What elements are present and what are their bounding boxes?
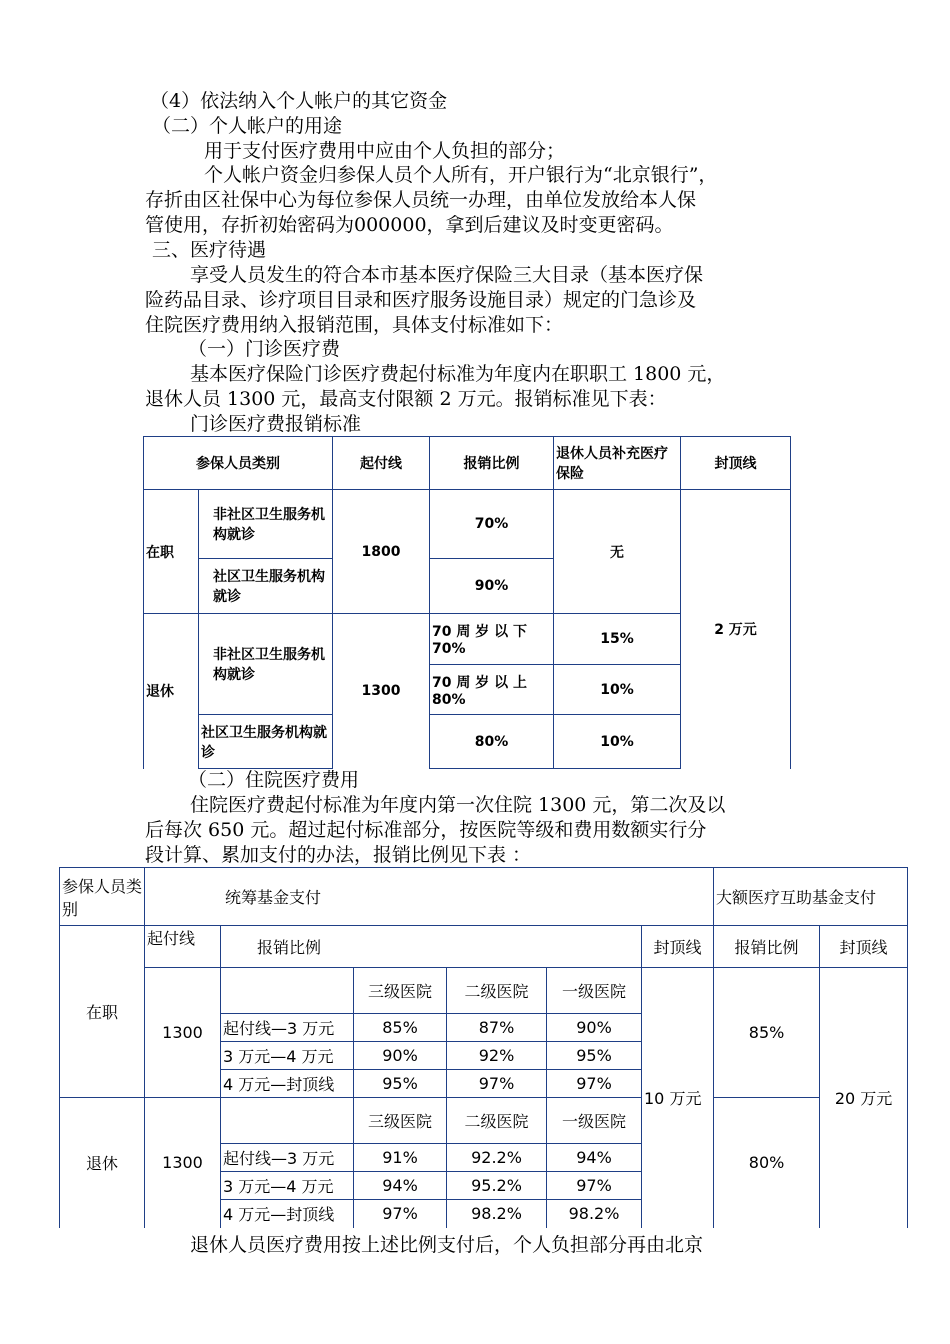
t1-emp-supplement: 无 [554,490,681,614]
para-personal-funds: （4）依法纳入个人帐户的其它资金 [150,90,448,112]
t2-header-major-cap: 封顶线 [820,926,908,968]
t2-emp-value: 95% [547,1042,642,1070]
t1-emp-non-community: 非社区卫生服务机构就诊 [199,490,333,559]
t2-ret-value: 98.2% [447,1200,547,1228]
para-account-c: 管使用，存折初始密码为000000，拿到后建议及时变更密码。 [145,214,674,236]
t2-ret-value: 94% [547,1144,642,1172]
t2-ret-value: 92.2% [447,1144,547,1172]
t1-ret-non-community: 非社区卫生服务机构就诊 [199,614,333,715]
para-retiree-note: 退休人员医疗费用按上述比例支付后，个人负担部分再由北京 [190,1234,704,1256]
t1-ret-supp-over70: 10% [554,665,681,715]
heading-outpatient: （一）门诊医疗费 [188,338,341,360]
t2-emp-value: 90% [354,1042,447,1070]
t2-emp-major-rate: 85% [714,968,820,1098]
para-usage: 用于支付医疗费用中应由个人负担的部分； [204,140,566,162]
t1-cap: 2 万元 [681,490,791,769]
heading-medical-treatment: 三、医疗待遇 [152,239,267,261]
t1-ret-supp-under70: 15% [554,614,681,665]
t2-employed-label: 在职 [60,926,145,1098]
t2-ret-major-rate: 80% [714,1098,820,1228]
t2-emp-value: 95% [354,1070,447,1098]
t1-emp-rate-com: 90% [430,559,554,614]
t1-header-type: 参保人员类别 [144,437,333,490]
t2-ret-range: 起付线—3 万元 [221,1144,354,1172]
outpatient-reimbursement-table [143,436,791,769]
t2-pool-cap: 10 万元 [642,968,714,1228]
t2-emp-value: 97% [447,1070,547,1098]
t2-emp-range: 起付线—3 万元 [221,1014,354,1042]
para-scope-a: 享受人员发生的符合本市基本医疗保险三大目录（基本医疗保 [190,264,704,286]
t2-ret-value: 94% [354,1172,447,1200]
t1-employed-label: 在职 [144,490,199,614]
t2-ret-threshold: 1300 [145,1098,221,1228]
t2-ret-value: 91% [354,1144,447,1172]
t2-emp-value: 85% [354,1014,447,1042]
t1-header-rate: 报销比例 [430,437,554,490]
t2-header-major-rate: 报销比例 [714,926,820,968]
t2-emp-level-1: 一级医院 [547,968,642,1014]
t2-ret-level-3: 三级医院 [354,1098,447,1144]
t1-ret-threshold: 1300 [333,614,430,769]
t2-emp-value: 87% [447,1014,547,1042]
t1-ret-rate-over70: 70 周 岁 以 上 80% [430,665,554,715]
t2-emp-range: 3 万元—4 万元 [221,1042,354,1070]
heading-account-usage: （二）个人帐户的用途 [152,115,343,137]
t2-header-rate: 报销比例 [221,926,642,968]
t1-header-threshold: 起付线 [333,437,430,490]
t2-ret-value: 97% [547,1172,642,1200]
t1-ret-rate-under70: 70 周 岁 以 下 70% [430,614,554,665]
para-outpatient-b: 退休人员 1300 元，最高支付限额 2 万元。报销标准见下表： [145,388,667,410]
para-scope-b: 险药品目录、诊疗项目目录和医疗服务设施目录）规定的门急诊及 [145,289,697,311]
para-inpatient-a: 住院医疗费起付标准为年度内第一次住院 1300 元，第二次及以 [190,794,726,816]
t1-ret-rate-com: 80% [430,715,554,769]
t2-ret-range: 4 万元—封顶线 [221,1200,354,1228]
para-account-b: 存折由区社保中心为每位参保人员统一办理，由单位发放给本人保 [145,189,697,211]
t2-ret-range: 3 万元—4 万元 [221,1172,354,1200]
t1-header-cap: 封顶线 [681,437,791,490]
inpatient-reimbursement-table [59,867,908,1228]
para-scope-c: 住院医疗费用纳入报销范围，具体支付标准如下： [145,314,564,336]
t2-header-threshold: 起付线 [145,926,221,968]
t2-ret-level-1: 一级医院 [547,1098,642,1144]
t2-emp-value: 92% [447,1042,547,1070]
t2-emp-threshold: 1300 [145,968,221,1098]
para-inpatient-b: 后每次 650 元。超过起付标准部分，按医院等级和费用数额实行分 [145,819,707,841]
t2-emp-value: 97% [547,1070,642,1098]
t1-ret-community: 社区卫生服务机构就诊 [199,715,333,769]
t2-emp-range: 4 万元—封顶线 [221,1070,354,1098]
t1-header-supplement: 退休人员补充医疗保险 [554,437,681,490]
t2-emp-blank [221,968,354,1014]
heading-inpatient: （二）住院医疗费用 [188,769,360,791]
para-account-a: 个人帐户资金归参保人员个人所有，开户银行为“北京银行”， [204,164,718,186]
t1-emp-community: 社区卫生服务机构就诊 [199,559,333,614]
t2-ret-value: 97% [354,1200,447,1228]
t1-emp-threshold: 1800 [333,490,430,614]
para-outpatient-a: 基本医疗保险门诊医疗费起付标准为年度内在职职工 1800 元， [190,363,726,385]
t2-header-cap: 封顶线 [642,926,714,968]
t2-major-cap: 20 万元 [820,968,908,1228]
t2-ret-value: 98.2% [547,1200,642,1228]
t1-emp-rate-non: 70% [430,490,554,559]
table1-caption: 门诊医疗费报销标准 [190,413,362,435]
t2-emp-level-3: 三级医院 [354,968,447,1014]
t2-header-major: 大额医疗互助基金支付 [714,868,908,926]
t2-header-type: 参保人员类 别 [60,868,145,926]
t2-header-pool: 统筹基金支付 [145,868,714,926]
t2-retired-label: 退休 [60,1098,145,1228]
t1-retired-label: 退休 [144,614,199,769]
t2-ret-blank [221,1098,354,1144]
para-inpatient-c: 段计算、累加支付的办法，报销比例见下表 ： [145,844,532,866]
t1-ret-supp-com: 10% [554,715,681,769]
t2-emp-level-2: 二级医院 [447,968,547,1014]
t2-emp-value: 90% [547,1014,642,1042]
t2-ret-level-2: 二级医院 [447,1098,547,1144]
t2-ret-value: 95.2% [447,1172,547,1200]
